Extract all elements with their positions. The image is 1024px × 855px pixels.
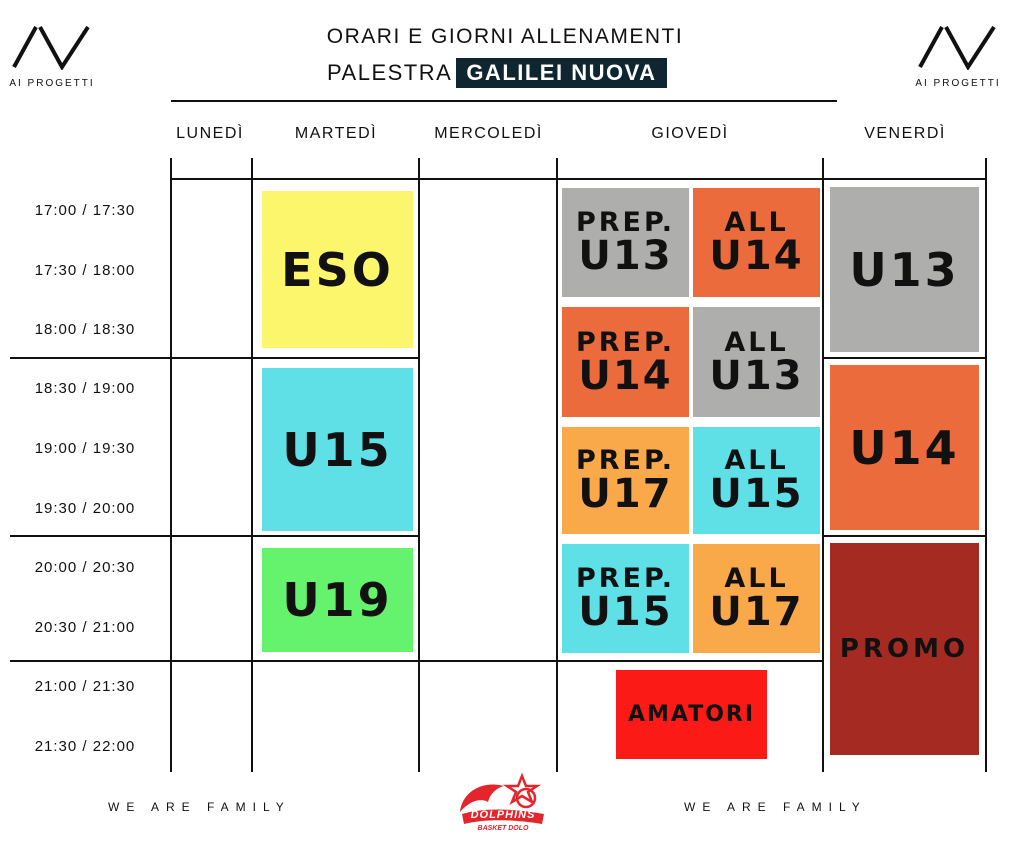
block-label: U13 bbox=[578, 233, 673, 279]
time-slot: 19:30 / 20:00 bbox=[34, 500, 136, 517]
block-sublabel: ALL bbox=[724, 563, 789, 594]
gym-name-highlight: GALILEI NUOVA bbox=[456, 58, 666, 88]
grid-line-2000-left bbox=[10, 535, 420, 537]
grid-line-1830-right bbox=[823, 357, 986, 359]
grid-line-2100 bbox=[10, 660, 823, 662]
block-label: U15 bbox=[709, 471, 804, 517]
club-logo-subtext: BASKET DOLO bbox=[477, 825, 529, 832]
block-tuesday-u15 bbox=[262, 368, 413, 531]
grid-col-line bbox=[985, 158, 987, 772]
grid-line-1830-left bbox=[10, 357, 420, 359]
block-thursday-prep-u14 bbox=[562, 307, 689, 417]
block-thursday-prep-u13 bbox=[562, 188, 689, 297]
block-friday-u14 bbox=[830, 365, 979, 530]
time-slot: 18:30 / 19:00 bbox=[34, 380, 136, 397]
block-label: U15 bbox=[282, 422, 393, 477]
day-header-tuesday: MARTEDÌ bbox=[294, 125, 378, 142]
block-sublabel: PREP. bbox=[575, 326, 676, 358]
block-label: U19 bbox=[282, 573, 393, 627]
title-divider bbox=[171, 100, 837, 102]
block-thursday-all-u13 bbox=[693, 307, 820, 417]
page-subtitle bbox=[327, 58, 667, 88]
block-label: U17 bbox=[709, 589, 804, 635]
day-header-monday: LUNEDÌ bbox=[176, 125, 244, 142]
footer-slogan-left: WE ARE FAMILY bbox=[108, 800, 291, 814]
day-header-friday: VENERDÌ bbox=[864, 125, 946, 142]
grid-col-line bbox=[822, 158, 824, 772]
time-slot: 21:30 / 22:00 bbox=[34, 738, 136, 755]
subtitle-prefix: PALESTRA bbox=[327, 60, 453, 85]
logo-text: AI PROGETTI bbox=[915, 78, 1001, 89]
day-header-thursday: GIOVEDÌ bbox=[651, 125, 729, 142]
block-label: U14 bbox=[849, 420, 960, 475]
block-thursday-prep-u15 bbox=[562, 544, 689, 653]
day-header-wednesday: MERCOLEDÌ bbox=[434, 125, 543, 142]
club-logo-text: DOLPHINS bbox=[470, 809, 536, 821]
block-tuesday-u19 bbox=[262, 548, 413, 652]
block-sublabel: ALL bbox=[724, 207, 789, 238]
page-title: ORARI E GIORNI ALLENAMENTI bbox=[326, 25, 684, 48]
block-sublabel: PREP. bbox=[575, 207, 676, 238]
grid-col-line bbox=[418, 158, 420, 772]
block-thursday-all-u17 bbox=[693, 544, 820, 653]
time-slot: 17:30 / 18:00 bbox=[34, 262, 136, 279]
block-sublabel: ALL bbox=[724, 445, 789, 476]
time-slot: 20:00 / 20:30 bbox=[34, 559, 136, 576]
block-friday-promo bbox=[830, 543, 979, 755]
block-thursday-all-u14 bbox=[693, 188, 820, 297]
time-slot: 21:00 / 21:30 bbox=[34, 678, 136, 695]
block-label: U17 bbox=[578, 471, 673, 517]
block-label: AMATORI bbox=[627, 701, 756, 727]
block-label: U13 bbox=[849, 242, 960, 297]
block-label: U14 bbox=[578, 352, 673, 399]
grid-col-line bbox=[251, 158, 253, 772]
grid-header-line bbox=[171, 178, 986, 180]
block-label: U14 bbox=[709, 233, 804, 279]
time-slot: 17:00 / 17:30 bbox=[34, 202, 136, 219]
block-sublabel: PREP. bbox=[575, 445, 676, 476]
grid-col-line bbox=[170, 158, 172, 772]
block-label: U13 bbox=[709, 352, 804, 399]
time-slot: 18:00 / 18:30 bbox=[34, 321, 136, 338]
block-friday-u13 bbox=[830, 187, 979, 352]
logo-text: AI PROGETTI bbox=[9, 78, 95, 89]
block-tuesday-eso bbox=[262, 191, 413, 348]
block-thursday-all-u15 bbox=[693, 427, 820, 534]
block-thursday-amatori bbox=[616, 670, 767, 759]
block-sublabel: PREP. bbox=[575, 563, 676, 594]
block-sublabel: ALL bbox=[724, 326, 789, 358]
block-label: PROMO bbox=[839, 634, 970, 664]
block-label: U15 bbox=[578, 589, 673, 635]
grid-line-2000-right bbox=[823, 535, 986, 537]
block-label: ESO bbox=[281, 242, 394, 297]
dolphins-club-logo bbox=[452, 772, 552, 842]
time-slot: 20:30 / 21:00 bbox=[34, 619, 136, 636]
grid-col-line bbox=[556, 158, 558, 772]
block-thursday-prep-u17 bbox=[562, 427, 689, 534]
footer-slogan-right: WE ARE FAMILY bbox=[684, 800, 867, 814]
time-slot: 19:00 / 19:30 bbox=[34, 440, 136, 457]
